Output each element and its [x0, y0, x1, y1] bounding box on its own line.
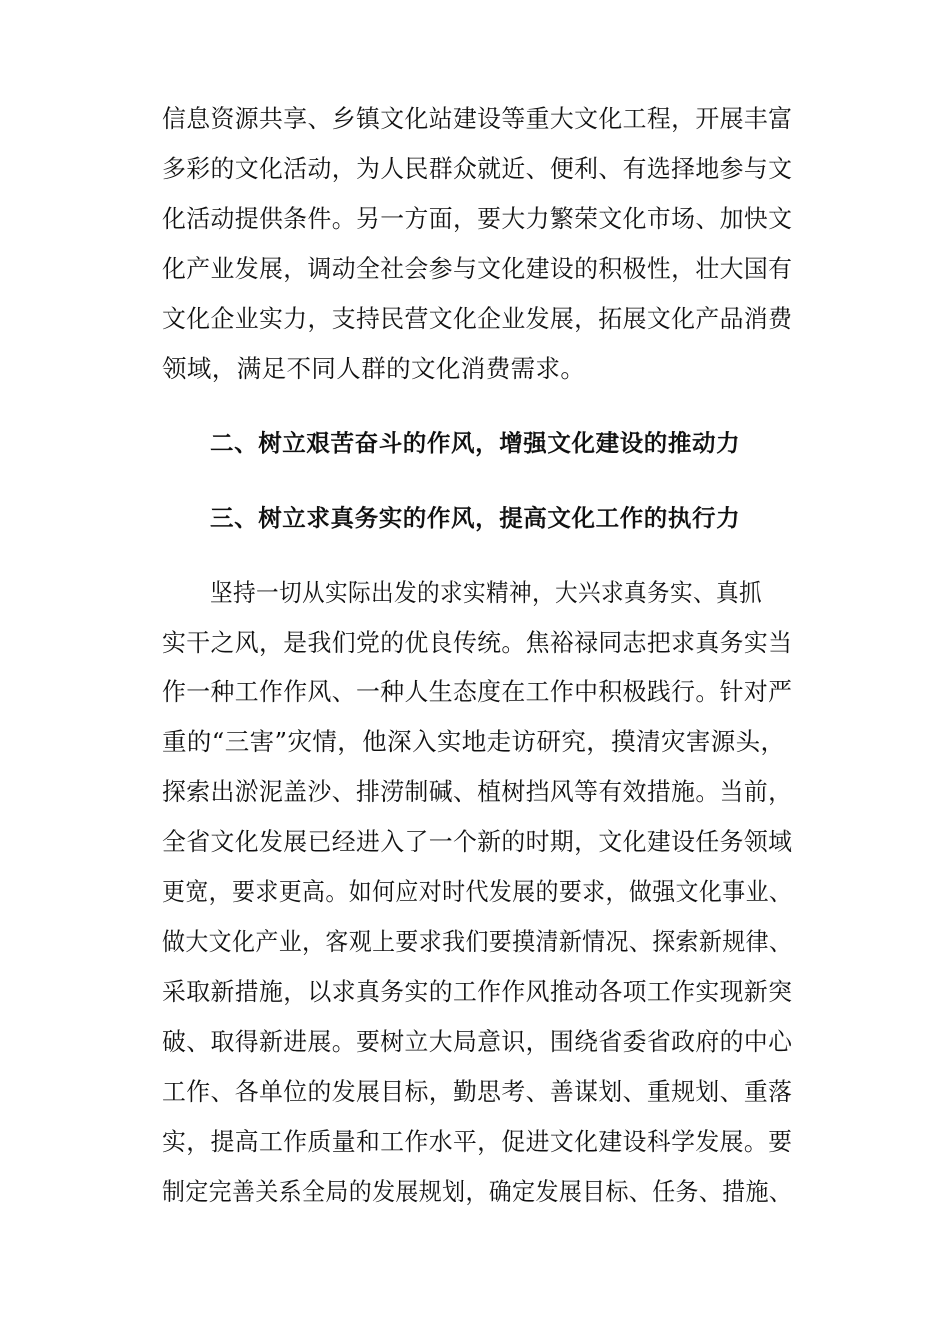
paragraph2-line-12: 实，提高工作质量和工作水平，促进文化建设科学发展。要 — [162, 1127, 793, 1156]
paragraph1-line-1: 信息资源共享、乡镇文化站建设等重大文化工程，开展丰富 — [162, 104, 793, 133]
paragraph2-line-10: 破、取得新进展。要树立大局意识，围绕省委省政府的中心 — [162, 1027, 793, 1056]
paragraph2-line-2: 实干之风，是我们党的优良传统。焦裕禄同志把求真务实当 — [162, 628, 793, 657]
paragraph2-line-7: 更宽，要求更高。如何应对时代发展的要求，做强文化事业、 — [162, 877, 793, 906]
paragraph2-line-5: 探索出淤泥盖沙、排涝制碱、植树挡风等有效措施。当前， — [162, 777, 793, 806]
paragraph2-line-4: 重的“三害”灾情，他深入实地走访研究，摸清灾害源头， — [162, 727, 786, 756]
paragraph2-line-8: 做大文化产业，客观上要求我们要摸清新情况、探索新规律、 — [162, 927, 793, 956]
paragraph2-line-9: 采取新措施，以求真务实的工作作风推动各项工作实现新突 — [162, 977, 793, 1006]
section-heading-3: 三、树立求真务实的作风，提高文化工作的执行力 — [210, 504, 741, 532]
paragraph2-line-6: 全省文化发展已经进入了一个新的时期，文化建设任务领域 — [162, 827, 793, 856]
paragraph2-line-11: 工作、各单位的发展目标，勤思考、善谋划、重规划、重落 — [162, 1077, 793, 1106]
paragraph2-line-1: 坚持一切从实际出发的求实精神，大兴求真务实、真抓 — [210, 578, 763, 607]
paragraph2-line-13: 制定完善关系全局的发展规划，确定发展目标、任务、措施、 — [162, 1177, 793, 1206]
section-heading-2: 二、树立艰苦奋斗的作风，增强文化建设的推动力 — [210, 429, 741, 457]
paragraph1-line-5: 文化企业实力，支持民营文化企业发展，拓展文化产品消费 — [162, 304, 793, 333]
paragraph1-line-4: 化产业发展，调动全社会参与文化建设的积极性，壮大国有 — [162, 254, 793, 283]
paragraph1-line-2: 多彩的文化活动，为人民群众就近、便利、有选择地参与文 — [162, 154, 793, 183]
paragraph1-line-3: 化活动提供条件。另一方面，要大力繁荣文化市场、加快文 — [162, 204, 793, 233]
paragraph1-line-6: 领域，满足不同人群的文化消费需求。 — [162, 354, 586, 383]
paragraph2-line-3: 作一种工作作风、一种人生态度在工作中积极践行。针对严 — [162, 677, 793, 706]
